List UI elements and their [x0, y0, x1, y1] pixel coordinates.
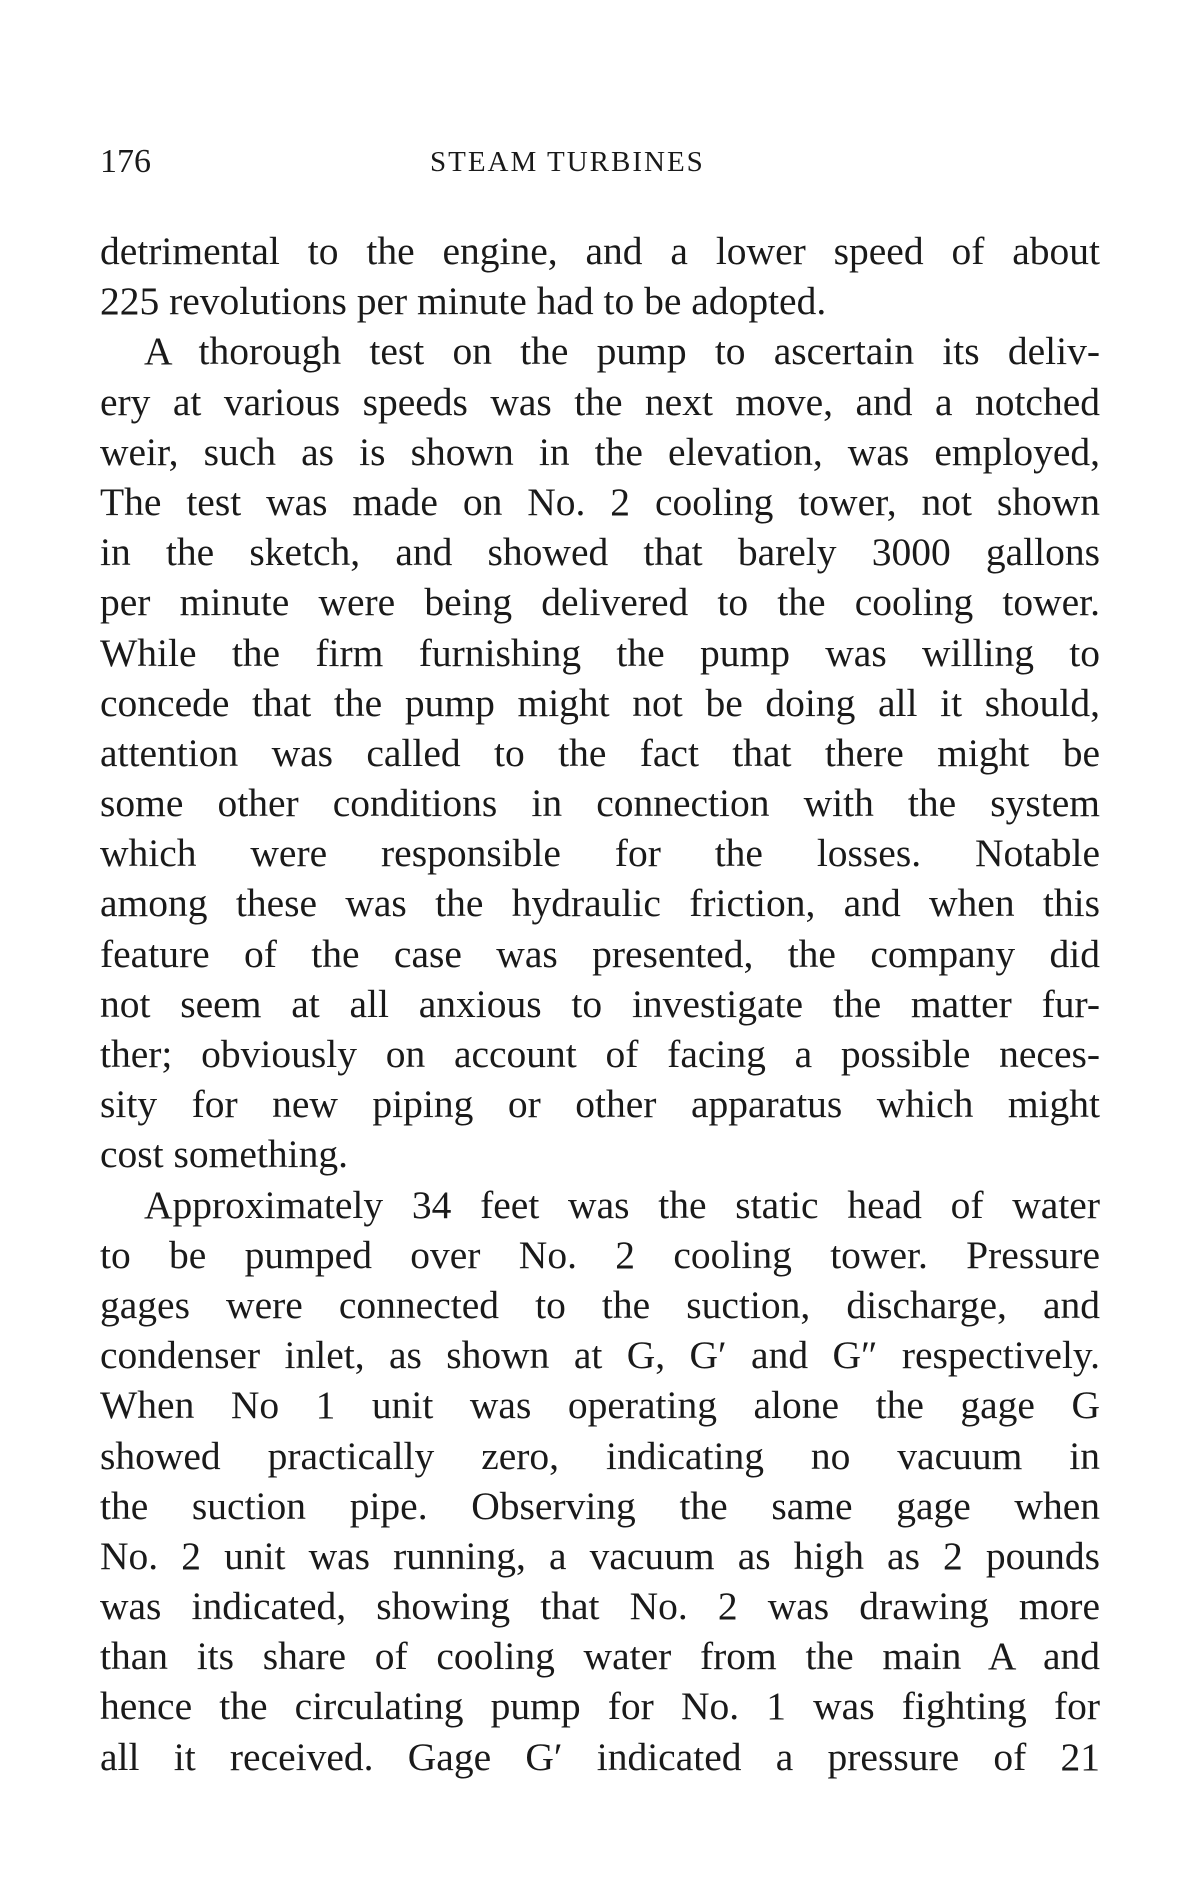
- text-line: showed practically zero, indicating no vacuum in: [100, 1433, 1100, 1478]
- text-line: gages were connected to the suction, discharge, and: [100, 1282, 1100, 1327]
- running-head: [100, 140, 1100, 184]
- text-line: When No 1 unit was operating alone the gage G: [100, 1383, 1100, 1428]
- text-line: among these was the hydraulic friction, and when this: [100, 881, 1100, 926]
- text-line: detrimental to the engine, and a lower speed of about: [100, 229, 1100, 273]
- text-line: all it received. Gage G′ indicated a pressure of 21: [100, 1734, 1100, 1779]
- text-line: not seem at all anxious to investigate the matter fur-: [100, 981, 1100, 1026]
- text-line: than its share of cooling water from the main A and: [100, 1634, 1100, 1679]
- page-number: 176: [100, 143, 151, 180]
- text-line: attention was called to the fact that there might be: [100, 730, 1100, 775]
- text-line: to be pumped over No. 2 cooling tower. Pressure: [100, 1232, 1100, 1277]
- text-line: feature of the case was presented, the company did: [100, 931, 1100, 976]
- text-line: the suction pipe. Observing the same gage when: [100, 1483, 1100, 1528]
- running-title: STEAM TURBINES: [430, 146, 705, 178]
- text-line: 225 revolutions per minute had to be adopted.: [100, 279, 827, 324]
- text-line: A thorough test on the pump to ascertain its deliv-: [144, 329, 1100, 374]
- text-line: weir, such as is shown in the elevation, was employed,: [100, 429, 1100, 474]
- text-line: While the firm furnishing the pump was willing to: [100, 630, 1100, 675]
- text-line: hence the circulating pump for No. 1 was fighting for: [100, 1684, 1100, 1729]
- text-line: sity for new piping or other apparatus which might: [100, 1082, 1100, 1127]
- text-line: ther; obviously on account of facing a possible neces-: [100, 1032, 1100, 1076]
- text-line: ery at various speeds was the next move, and a notched: [100, 379, 1100, 424]
- text-line: some other conditions in connection with the system: [100, 781, 1100, 826]
- text-line: condenser inlet, as shown at G, G′ and G″ respectively.: [100, 1333, 1100, 1378]
- text-line: in the sketch, and showed that barely 3000 gallons: [100, 530, 1100, 575]
- text-line: No. 2 unit was running, a vacuum as high as 2 pounds: [100, 1533, 1100, 1578]
- body-text: [100, 226, 1100, 1782]
- text-line: concede that the pump might not be doing all it should,: [100, 680, 1100, 725]
- text-line: was indicated, showing that No. 2 was drawing more: [100, 1584, 1100, 1629]
- text-line: The test was made on No. 2 cooling tower, not shown: [100, 479, 1100, 524]
- text-line: per minute were being delivered to the cooling tower.: [100, 580, 1100, 625]
- text-line: cost something.: [100, 1132, 348, 1177]
- text-line: which were responsible for the losses. Notable: [100, 831, 1100, 876]
- text-line: Approximately 34 feet was the static head of water: [144, 1182, 1100, 1227]
